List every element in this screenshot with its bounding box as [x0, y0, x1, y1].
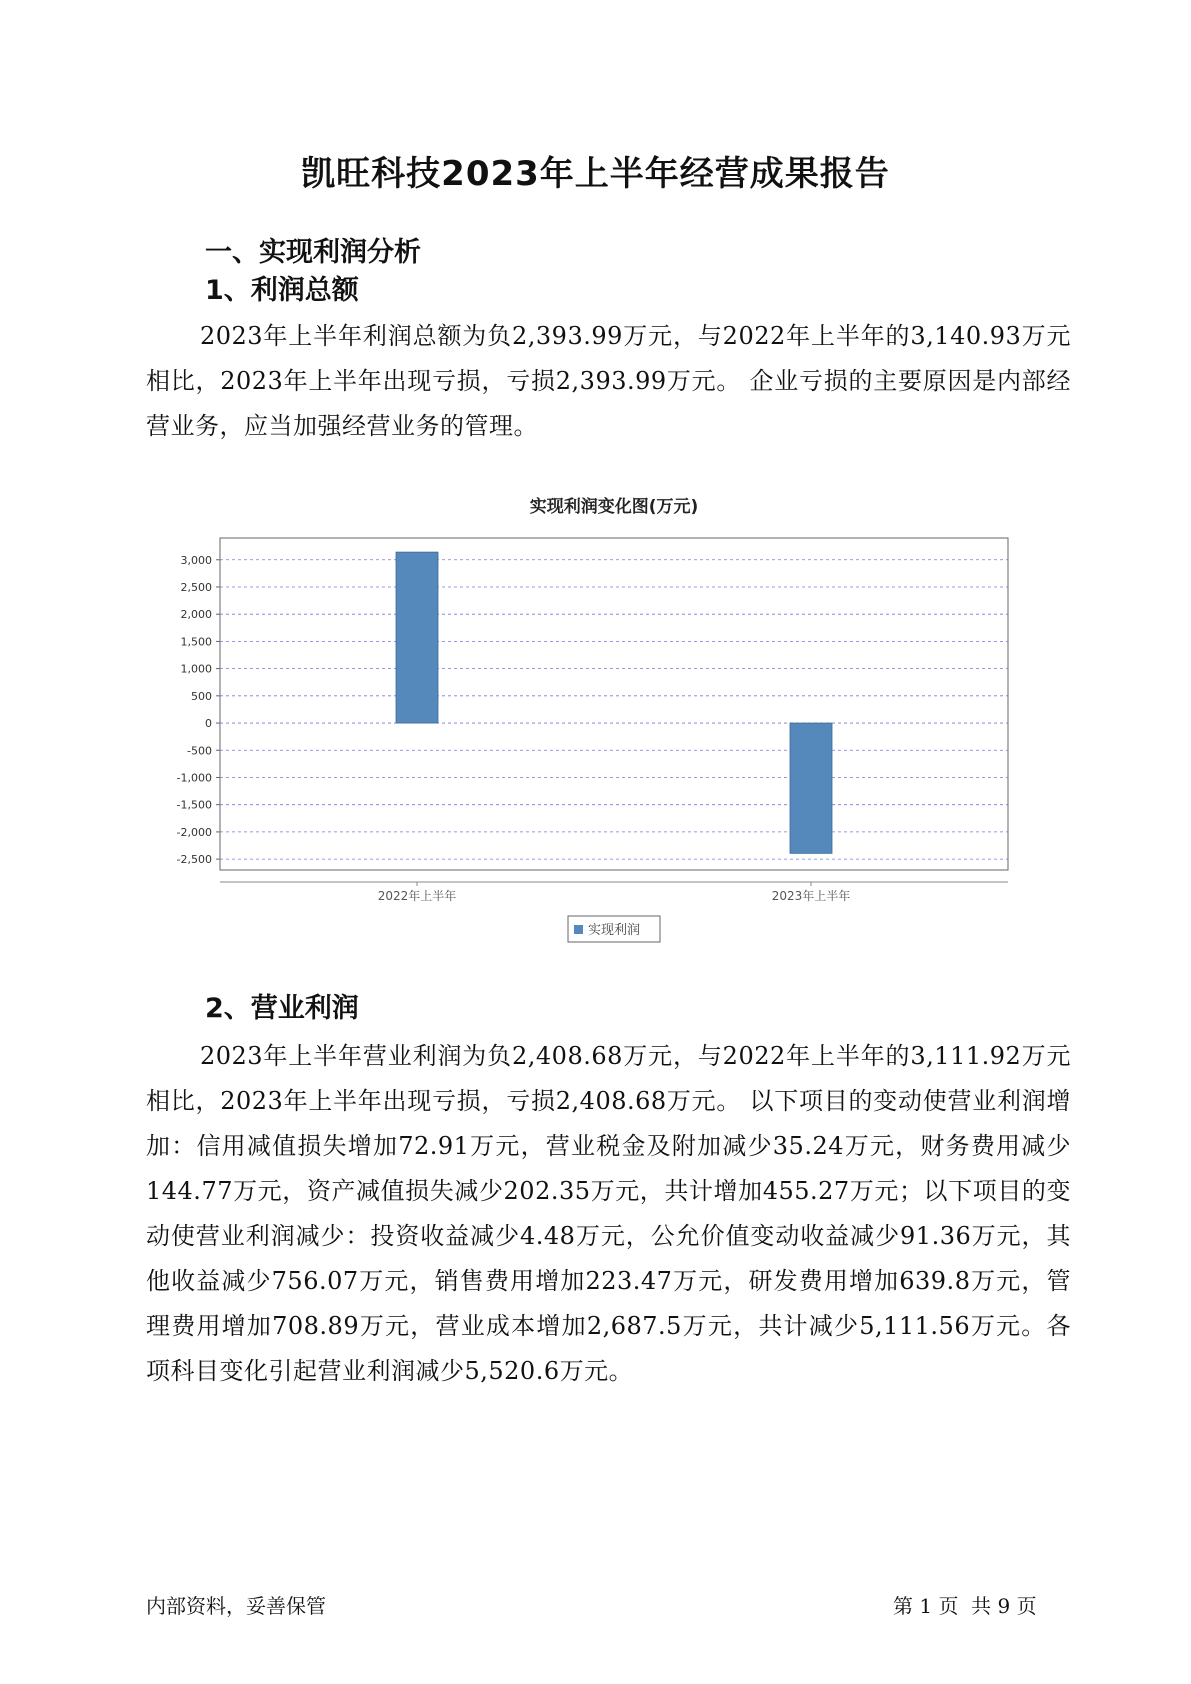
y-tick-label: 2,000 [180, 608, 212, 622]
paragraph-total-profit: 2023年上半年利润总额为负2,393.99万元，与2022年上半年的3,140.93万元相比，2023年上半年出现亏损，亏损2,393.99万元。 企业亏损的主要原因是内部经营业务，应当加强经营业务的管理。 [146, 322, 1071, 440]
y-tick-label: 1,500 [180, 635, 212, 649]
footer-confidential-note: 内部资料，妥善保管 [146, 1594, 326, 1618]
x-tick-label: 2022年上半年 [377, 889, 457, 903]
document-title: 凯旺科技2023年上半年经营成果报告 [301, 154, 890, 194]
y-tick-label: -1,000 [176, 771, 212, 785]
section-heading-profit-analysis: 一、实现利润分析 [205, 237, 421, 268]
chart-title: 实现利润变化图(万元) [529, 497, 699, 517]
y-tick-label: 500 [191, 689, 212, 703]
y-tick-label: -2,500 [176, 853, 212, 867]
y-tick-label: 2,500 [180, 580, 212, 594]
y-tick-label: 3,000 [180, 553, 212, 567]
profit-change-chart [160, 490, 1040, 950]
y-tick-label: 1,000 [180, 662, 212, 676]
y-tick-label: -2,000 [176, 825, 212, 839]
chart-svg [160, 490, 1040, 950]
paragraph-operating-profit: 2023年上半年营业利润为负2,408.68万元，与2022年上半年的3,111.92万元相比，2023年上半年出现亏损，亏损2,408.68万元。 以下项目的变动使营业利润增加：信用减值损失增加72.91万元，营业税金及附加减少35.24万元，财务费用减少144.77万元，资产减值损失减少202.35万元，共计增加455.27万元；以下项目的变动使营业利润减少：投资收益减少4.48万元，公允价值变动收益减少91.36万元，其他收益减少756.07万元，销售费用增加223.47万元，研发费用增加639.8万元，管理费用增加708.89万元，营业成本增加2,687.5万元，共计减少5,111.56万元。各项科目变化引起营业利润减少5,520.6万元。 [146, 1042, 1071, 1385]
bar-1 [396, 552, 438, 723]
legend-label: 实现利润 [588, 923, 641, 938]
y-tick-label: 0 [205, 717, 212, 731]
bar-2 [790, 723, 832, 853]
subheading-operating-profit: 2、营业利润 [205, 993, 359, 1024]
plot-area [220, 538, 1008, 870]
footer-page-number: 第 1 页 共 9 页 [893, 1594, 1037, 1618]
legend-swatch [574, 925, 583, 934]
y-tick-label: -500 [187, 744, 212, 758]
x-tick-label: 2023年上半年 [771, 889, 851, 903]
subheading-total-profit: 1、利润总额 [205, 275, 359, 306]
y-tick-label: -1,500 [176, 798, 212, 812]
